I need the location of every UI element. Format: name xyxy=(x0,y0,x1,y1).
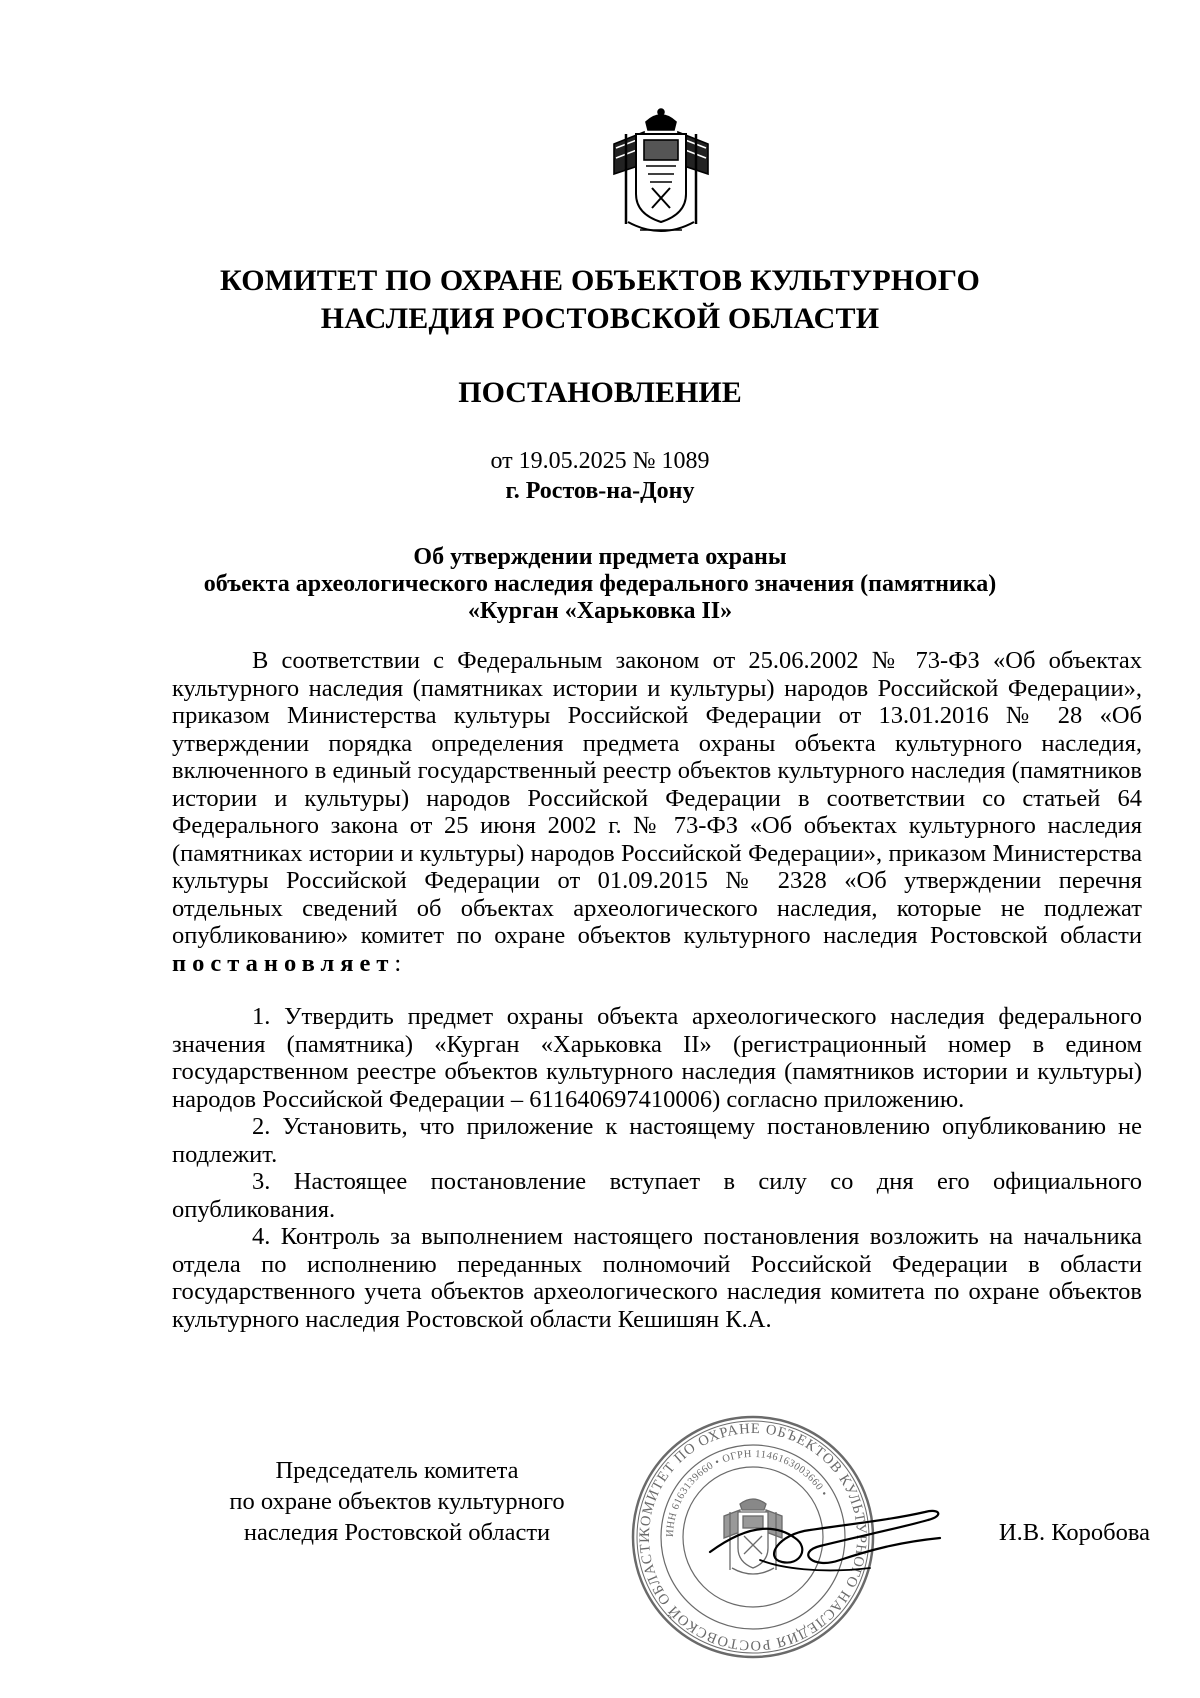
item-1: 1. Утвердить предмет охраны объекта археологического наследия федерального значения (памятника) «Курган «Харьковка II» (регистрационный номер в едином государственном реестре объектов культурного наследия (памятников истории и культуры) народов Российской Федерации – 611640697410006) согласно приложению. xyxy=(172,1003,1142,1113)
seal-inner-text: ИНН 6163139660 • ОГРН 1146163003660 • xyxy=(664,1448,830,1538)
document-number: 1089 xyxy=(661,448,710,474)
subject-heading xyxy=(150,544,1050,625)
subject-line3: «Курган «Харьковка II» xyxy=(467,598,733,624)
signatory-title-line2: по охране объектов культурного xyxy=(229,1488,565,1515)
signatory-title xyxy=(172,1455,622,1548)
organization-title-line1: КОМИТЕТ ПО ОХРАНЕ ОБЪЕКТОВ КУЛЬТУРНОГО xyxy=(220,264,980,297)
date-and-number xyxy=(150,446,1050,476)
signatory-title-line3: наследия Ростовской области xyxy=(243,1519,551,1546)
seal-ring-text: КОМИТЕТ ПО ОХРАНЕ ОБЪЕКТОВ КУЛЬТУРНОГО НАСЛЕДИЯ РОСТОВСКОЙ ОБЛАСТИ xyxy=(636,1420,870,1654)
item-4: 4. Контроль за выполнением настоящего постановления возложить на начальника отдела по исполнению переданных полномочий Российской Федерации в области государственного учета объектов археологического наследия комитета по охране объектов культурного наследия Ростовской области Кешишян К.А. xyxy=(172,1223,1142,1333)
document-type: ПОСТАНОВЛЕНИЕ xyxy=(458,376,742,409)
preamble-colon: : xyxy=(394,949,402,977)
signer-name: И.В. Коробова xyxy=(998,1519,1150,1546)
organization-title xyxy=(150,262,1050,338)
document-date: 19.05.2025 xyxy=(518,448,627,474)
item-2: 2. Установить, что приложение к настоящему постановлению опубликованию не подлежит. xyxy=(172,1113,1142,1168)
handwritten-signature xyxy=(700,1490,950,1590)
item-3: 3. Настоящее постановление вступает в силу со дня его официального опубликования. xyxy=(172,1168,1142,1223)
preamble-paragraph xyxy=(172,647,1142,977)
subject-line1: Об утверждении предмета охраны xyxy=(413,544,787,570)
coat-of-arms-emblem xyxy=(606,104,716,242)
body-text xyxy=(172,647,1142,1333)
preamble-text: В соответствии с Федеральным законом от 25.06.2002 № 73-ФЗ «Об объектах культурного наследия (памятниках истории и культуры) народов Российской Федерации», приказом Министерства культуры Российской Федерации от 13.01.2016 № 28 «Об утверждении порядка определения предмета охраны объекта культурного наследия, включенного в единый государственный реестр объектов культурного наследия (памятников истории и культуры) народов Российской Федерации в соответствии со статьей 64 Федерального закона от 25 июня 2002 г. № 73-ФЗ «Об объектах культурного наследия (памятниках истории и культуры) народов Российской Федерации», приказом Министерства культуры Российской Федерации от 01.09.2015 № 2328 «Об утверждении перечня отдельных сведений об объектах археологического наследия, которые не подлежат опубликованию» комитет по охране объектов культурного наследия Ростовской области xyxy=(172,647,1142,949)
organization-title-line2: НАСЛЕДИЯ РОСТОВСКОЙ ОБЛАСТИ xyxy=(320,302,880,335)
date-prefix: от xyxy=(490,448,519,474)
subject-line2: объекта археологического наследия федерального значения (памятника) xyxy=(203,571,997,597)
number-sign: № xyxy=(626,448,662,474)
signatory-title-line1: Председатель комитета xyxy=(275,1457,519,1484)
resolves-word: постановляет xyxy=(172,949,395,977)
city: г. Ростов-на-Дону xyxy=(505,478,695,504)
